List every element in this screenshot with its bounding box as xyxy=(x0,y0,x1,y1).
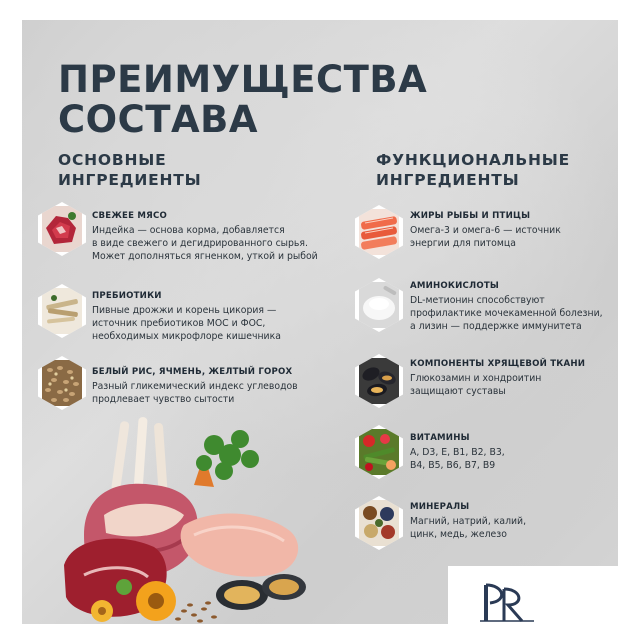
vegetables-icon xyxy=(355,425,403,479)
fresh-meat-item xyxy=(92,210,318,263)
amino-acids-powder-icon xyxy=(355,278,403,332)
main-ingredients-heading xyxy=(58,150,202,190)
vitamins-title: ВИТАМИНЫ xyxy=(410,433,470,443)
fresh-meat-desc-line: Может дополняться ягненком, уткой и рыбой xyxy=(92,251,318,262)
turkey-fillet-image xyxy=(181,514,299,577)
amino-acids-item xyxy=(410,280,603,333)
prebiotics-desc-line: Пивные дрожжи и корень цикория — xyxy=(92,305,277,316)
meat-icon xyxy=(38,202,86,256)
pr-monogram-logo xyxy=(478,581,538,625)
fish-fats-item xyxy=(410,210,561,250)
fish-fats-desc-line: Омега-3 и омега-6 — источник xyxy=(410,225,561,236)
grains-desc-line: Разный гликемический индекс углеводов xyxy=(92,381,298,392)
amino-acids-desc-line: DL-метионин способствуют xyxy=(410,295,545,306)
page-title-line1: ПРЕИМУЩЕСТВА xyxy=(58,58,428,101)
prebiotics-title: ПРЕБИОТИКИ xyxy=(92,291,162,301)
minerals-spices-icon xyxy=(355,496,403,550)
minerals-description xyxy=(410,515,526,541)
cartilage-description xyxy=(410,372,585,398)
flax-seeds-image xyxy=(175,601,217,622)
cartilage-item xyxy=(410,358,585,398)
prebiotics-desc-line: необходимых микрофлоре кишечника xyxy=(92,331,281,342)
prebiotics-item xyxy=(92,290,281,343)
salmon-icon xyxy=(355,205,403,259)
page-title xyxy=(58,60,427,140)
grains-desc-line: продлевает чувство сытости xyxy=(92,394,235,405)
prebiotics-description xyxy=(92,304,281,343)
fresh-meat-description xyxy=(92,224,318,263)
minerals-desc-line: Магний, натрий, калий, xyxy=(410,516,527,527)
poster-background xyxy=(22,20,618,624)
main-ingredients-heading-line2: ИНГРЕДИЕНТЫ xyxy=(58,171,202,189)
grains-title: БЕЛЫЙ РИС, ЯЧМЕНЬ, ЖЕЛТЫЙ ГОРОХ xyxy=(92,367,293,377)
minerals-title: МИНЕРАЛЫ xyxy=(410,502,470,512)
mussels-image xyxy=(216,574,306,610)
cartilage-desc-line: защищают суставы xyxy=(410,386,506,397)
main-ingredients-heading-line1: ОСНОВНЫЕ xyxy=(58,151,167,169)
vitamins-desc-line: B4, B5, B6, B7, B9 xyxy=(410,460,496,471)
brand-logo-area xyxy=(448,566,640,640)
page-title-line2: СОСТАВА xyxy=(58,98,258,141)
grains-item xyxy=(92,366,298,406)
amino-acids-desc-line: профилактике мочекаменной болезни, xyxy=(410,308,603,319)
fresh-meat-title: СВЕЖЕЕ МЯСО xyxy=(92,211,167,221)
grains-description xyxy=(92,380,298,406)
cartilage-title: КОМПОНЕНТЫ ХРЯЩЕВОЙ ТКАНИ xyxy=(410,359,586,369)
mussels-icon xyxy=(355,354,403,408)
functional-ingredients-heading-line1: ФУНКЦИОНАЛЬНЫЕ xyxy=(376,151,570,169)
fish-fats-description xyxy=(410,224,561,250)
functional-ingredients-heading xyxy=(376,150,570,190)
prebiotics-desc-line: источник пребиотиков МОС и ФОС, xyxy=(92,318,266,329)
fish-fats-desc-line: энергии для питомца xyxy=(410,238,516,249)
amino-acids-title: АМИНОКИСЛОТЫ xyxy=(410,281,500,291)
meat-fish-herbs-illustration xyxy=(44,415,314,624)
functional-ingredients-heading-line2: ИНГРЕДИЕНТЫ xyxy=(376,171,520,189)
fish-fats-title: ЖИРЫ РЫБЫ И ПТИЦЫ xyxy=(410,211,531,221)
vitamins-desc-line: A, D3, E, B1, B2, B3, xyxy=(410,447,505,458)
vitamins-item xyxy=(410,432,505,472)
minerals-desc-line: цинк, медь, железо xyxy=(410,529,507,540)
vitamins-description xyxy=(410,446,505,472)
grains-icon xyxy=(38,356,86,410)
fresh-meat-desc-line: Индейка — основа корма, добавляется xyxy=(92,225,285,236)
minerals-item xyxy=(410,501,526,541)
amino-acids-description xyxy=(410,294,603,333)
chicory-root-icon xyxy=(38,284,86,338)
amino-acids-desc-line: а лизин — поддержке иммунитета xyxy=(410,321,582,332)
fresh-meat-desc-line: в виде свежего и дегидрированного сырья. xyxy=(92,238,308,249)
cartilage-desc-line: Глюкозамин и хондроитин xyxy=(410,373,542,384)
